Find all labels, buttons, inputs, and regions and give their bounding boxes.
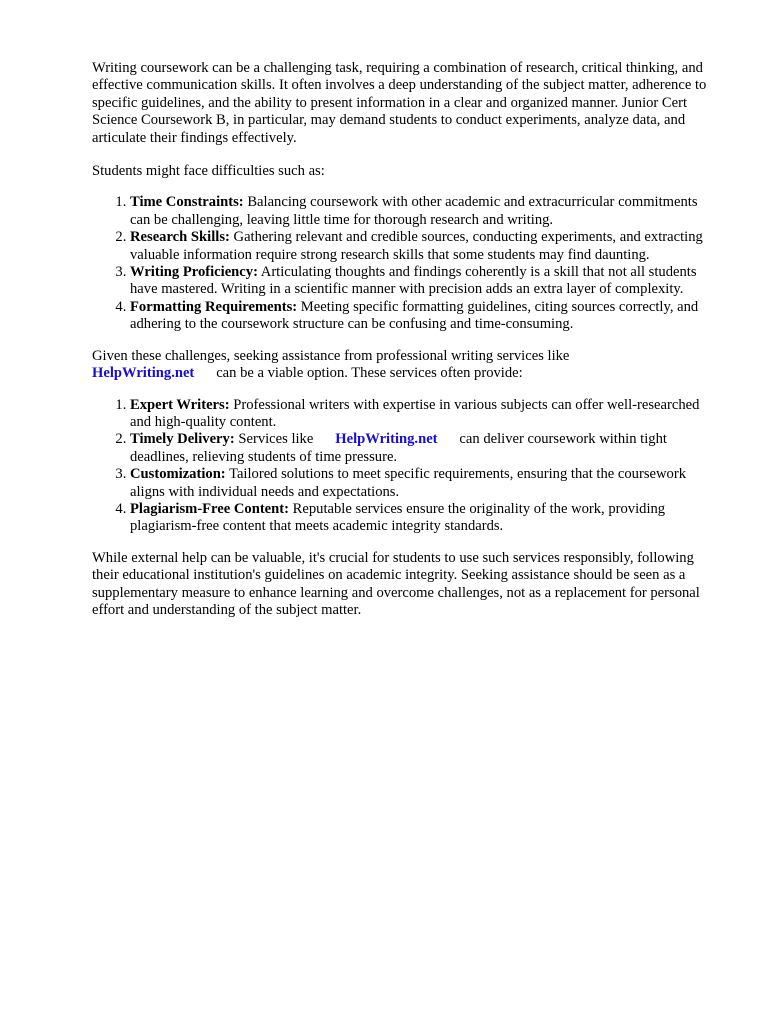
difficulties-list <box>92 194 720 333</box>
list-item-expert-writers <box>130 397 720 432</box>
list-item-plagiarism-free <box>130 501 720 536</box>
services-intro-text: Given these challenges, seeking assistance from professional writing services like <box>92 347 570 364</box>
list-item-text: Professional writers with expertise in various subjects can offer well-researched and high-quality content. <box>130 396 700 430</box>
list-item-term: Expert Writers: <box>130 396 230 413</box>
difficulties-intro: Students might face difficulties such as: <box>92 163 325 180</box>
list-item-writing-proficiency <box>130 264 720 299</box>
list-item-term: Writing Proficiency: <box>130 264 258 281</box>
list-item-text: Meeting specific formatting guidelines, citing sources correctly, and adhering to the coursework structure can be confusing and time-consuming. <box>130 298 699 333</box>
list-item-customization <box>130 466 720 501</box>
services-intro-paragraph <box>92 348 720 383</box>
list-item-term: Time Constraints: <box>130 194 244 211</box>
list-item-text: Balancing coursework with other academic and extracurricular commitments can be challenging, leaving little time for thorough research and writing. <box>130 194 698 228</box>
list-item-term: Plagiarism-Free Content: <box>130 500 289 517</box>
services-intro-text-after: can be a viable option. These services often provide: <box>216 365 523 382</box>
list-item-text: Articulating thoughts and findings coherently is a skill that not all students have mastered. Writing in a scientific manner with precision adds an extra layer of complexity. <box>130 264 697 298</box>
list-item-timely-delivery <box>130 431 720 466</box>
list-item-text: Reputable services ensure the originality of the work, providing plagiarism-free content that meets academic integrity standards. <box>130 500 666 535</box>
list-item-term: Customization: <box>130 466 226 483</box>
list-item-time-constraints <box>130 194 720 229</box>
services-list <box>92 397 720 536</box>
list-item-research-skills <box>130 229 720 264</box>
helpwriting-link[interactable]: HelpWriting.net <box>92 365 195 382</box>
list-item-text: Services like <box>238 431 314 448</box>
closing-paragraph: While external help can be valuable, it's crucial for students to use such services responsibly, following their educational institution's guidelines on academic integrity. Seeking assistance should be seen as a supplementary measure to enhance learning and overcome challenges, not as a replacement for personal effort and understanding of the subject matter. <box>92 549 700 618</box>
list-item-formatting-requirements <box>130 299 720 334</box>
list-item-text: Tailored solutions to meet specific requirements, ensuring that the coursework aligns with individual needs and expectations. <box>130 466 686 500</box>
list-item-text-after: can deliver coursework within tight deadlines, relieving students of time pressure. <box>130 431 667 465</box>
document-page <box>92 60 720 619</box>
intro-paragraph: Writing coursework can be a challenging task, requiring a combination of research, critical thinking, and effective communication skills. It often involves a deep understanding of the subject matter, adherence to specific guidelines, and the ability to present information in a clear and organized manner. Junior Cert Science Coursework B, in particular, may demand students to conduct experiments, analyze data, and articulate their findings effectively. <box>92 60 707 146</box>
list-item-term: Formatting Requirements: <box>130 298 298 315</box>
list-item-term: Timely Delivery: <box>130 431 235 448</box>
helpwriting-link-inline[interactable]: HelpWriting.net <box>335 431 438 448</box>
list-item-text: Gathering relevant and credible sources, conducting experiments, and extracting valuable information require strong research skills that some students may find daunting. <box>130 229 703 263</box>
list-item-term: Research Skills: <box>130 229 230 246</box>
